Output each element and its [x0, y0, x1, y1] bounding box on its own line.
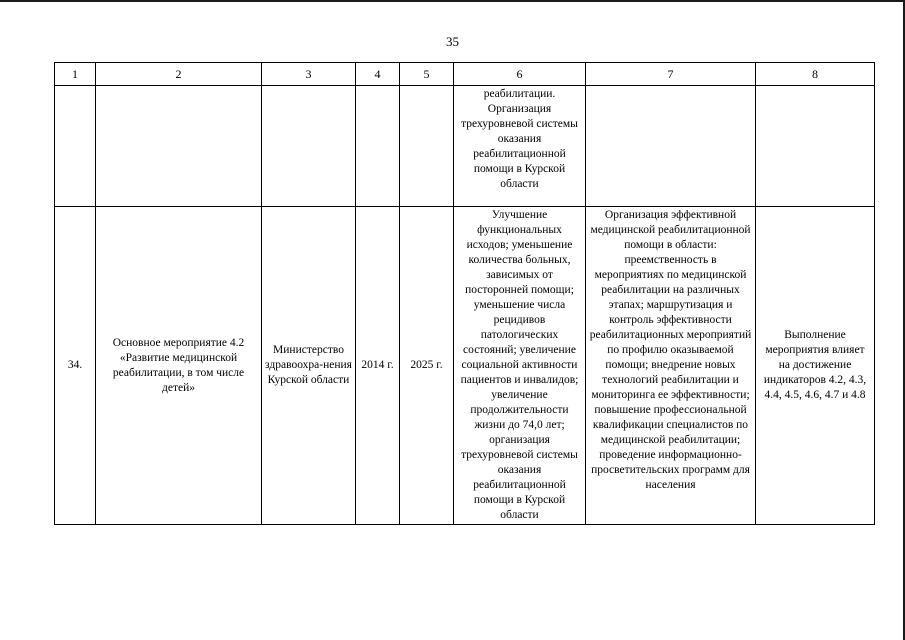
expected-result: Улучшение функциональных исходов; уменьшение количества больных, зависимых от посторонней помощи; уменьшение числа рецидивов патологических состояний; увеличение социальной активности пациентов и инвалидов; увеличение продолжительности жизни до 74,0 лет; организация трехуровневой системы оказания реабилитационной помощи в Курской области: [454, 207, 586, 525]
header-col-1: 1: [55, 63, 96, 86]
continuation-cell-5: [400, 86, 454, 207]
continuation-cell-7: [586, 86, 756, 207]
main-directions: Организация эффективной медицинской реабилитационной помощи в области: преемственность в мероприятиях по медицинской реабилитации на различных этапах; маршрутизация и контроль эффективности реабилитационных мероприятий по профилю оказываемой помощи; внедрение новых технологий реабилитации и мониторинга ее эффективности; повышение профессиональной квалификации специалистов по медицинской реабилитации; проведение информационно-просветительских программ для населения: [586, 207, 756, 525]
continuation-cell-4: [356, 86, 400, 207]
continuation-row: [55, 86, 875, 207]
program-table: [54, 62, 875, 525]
continuation-result-cell: реабилитации. Организация трехуровневой системы оказания реабилитационной помощи в Курской области: [454, 86, 586, 207]
header-col-2: 2: [96, 63, 262, 86]
continuation-cell-8: [756, 86, 875, 207]
activity-name: Основное мероприятие 4.2 «Развитие медицинской реабилитации, в том числе детей»: [96, 207, 262, 525]
header-col-4: 4: [356, 63, 400, 86]
continuation-cell-3: [262, 86, 356, 207]
continuation-cell-2: [96, 86, 262, 207]
end-year: 2025 г.: [400, 207, 454, 525]
header-col-8: 8: [756, 63, 875, 86]
header-col-6: 6: [454, 63, 586, 86]
scan-edge-top: [0, 0, 905, 2]
continuation-cell-1: [55, 86, 96, 207]
executor: Министерство здравоохра-нения Курской области: [262, 207, 356, 525]
header-col-5: 5: [400, 63, 454, 86]
row-number: 34.: [55, 207, 96, 525]
header-row: [55, 63, 875, 86]
header-col-7: 7: [586, 63, 756, 86]
indicator-link: Выполнение мероприятия влияет на достижение индикаторов 4.2, 4.3, 4.4, 4.5, 4.6, 4.7 и 4.8: [756, 207, 875, 525]
page-number: 35: [446, 34, 459, 49]
start-year: 2014 г.: [356, 207, 400, 525]
table-row-34: [55, 207, 875, 525]
header-col-3: 3: [262, 63, 356, 86]
